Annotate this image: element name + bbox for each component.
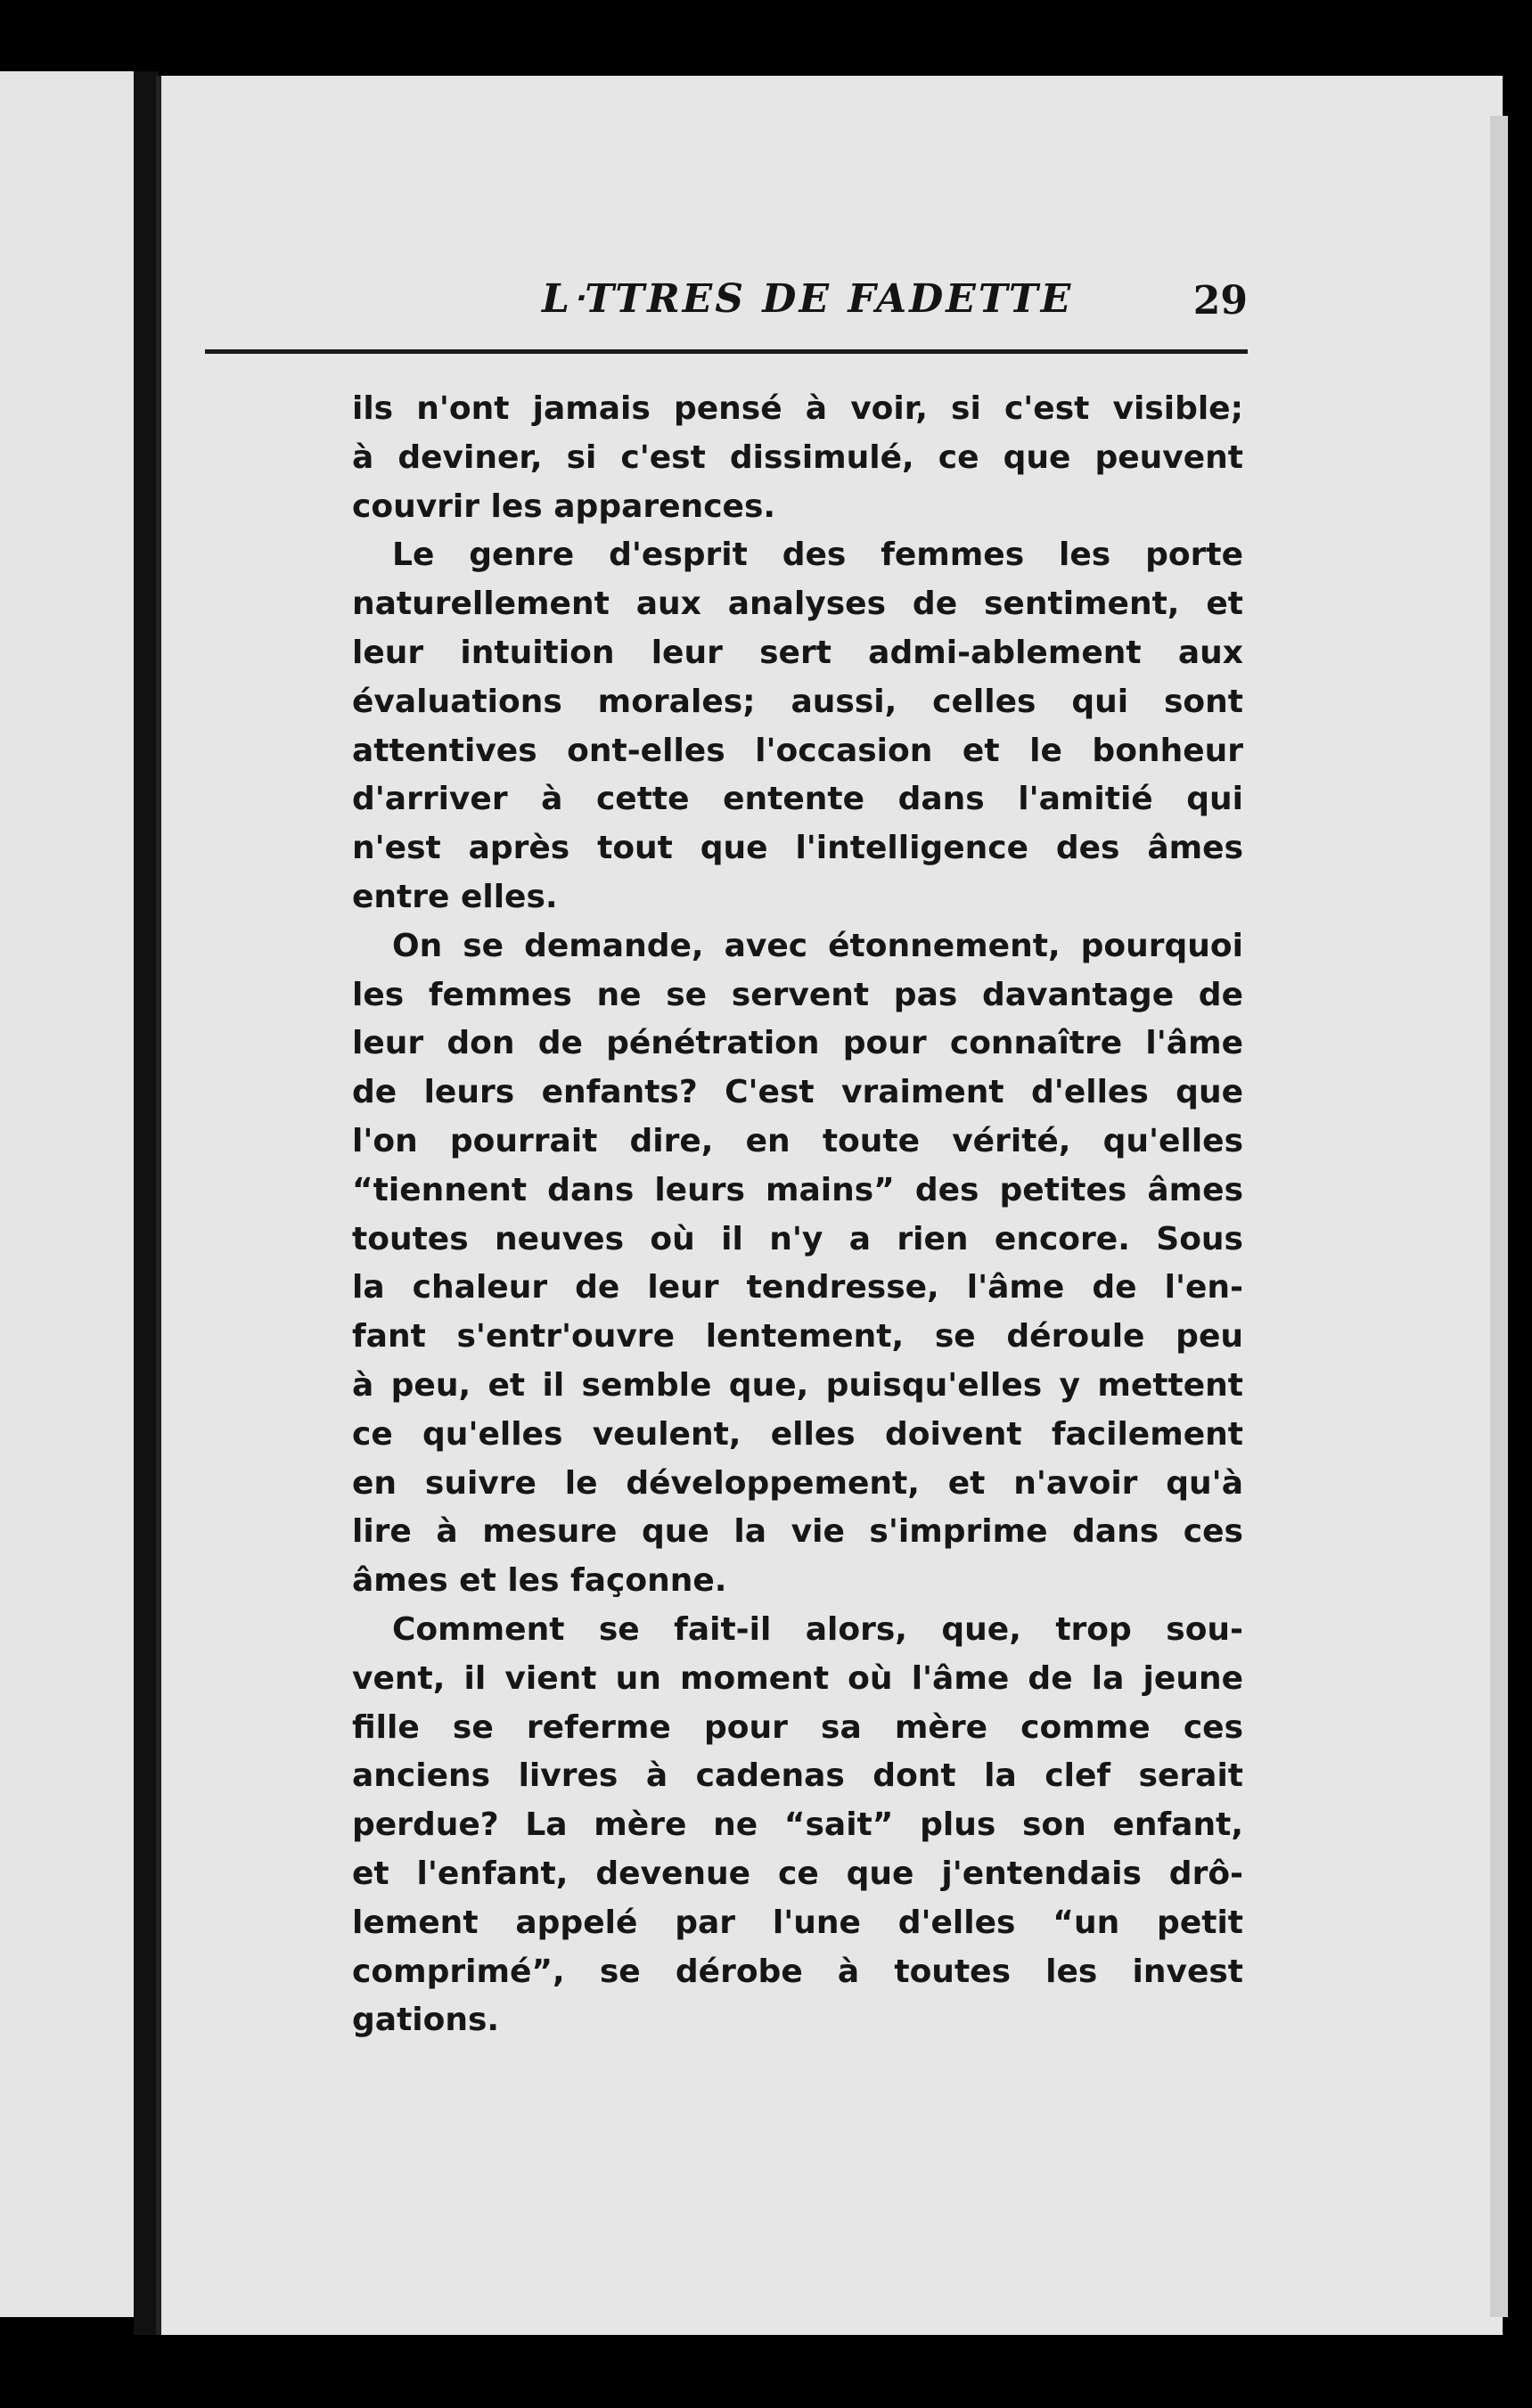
running-head [205, 276, 1248, 348]
text-line: anciens livres à cadenas dont la clef serait [352, 1757, 1243, 1795]
text-line: ce qu'elles veulent, elles doivent facilement [352, 1415, 1243, 1453]
binding-gutter [134, 71, 159, 2335]
text-line: leur don de pénétration pour connaître l'âme [352, 1025, 1243, 1062]
text-line: la chaleur de leur tendresse, l'âme de l'en- [352, 1269, 1243, 1306]
text-line: couvrir les apparences. [352, 487, 776, 525]
text-line: naturellement aux analyses de sentiment, et [352, 586, 1243, 623]
text-line: On se demande, avec étonnement, pourquoi [392, 927, 1243, 964]
text-line: n'est après tout que l'intelligence des âmes [352, 830, 1243, 867]
text-line: évaluations morales; aussi, celles qui sont [352, 683, 1243, 720]
text-line: attentives ont-elles l'occasion et le bonheur [352, 732, 1243, 769]
text-line: gations. [352, 2002, 500, 2039]
header-rule [205, 349, 1248, 354]
text-line: leur intuition leur sert admi-ablement aux [352, 634, 1243, 671]
text-line: à deviner, si c'est dissimulé, ce que peuvent [352, 438, 1243, 476]
text-line: lement appelé par l'une d'elles “un petit [352, 1904, 1243, 1941]
text-line: Le genre d'esprit des femmes les porte [392, 536, 1243, 574]
text-line: comprimé”, se dérobe à toutes les invest [352, 1953, 1243, 1990]
text-line: de leurs enfants? C'est vraiment d'elles que [352, 1074, 1243, 1111]
text-line: perdue? La mère ne “sait” plus son enfant, [352, 1806, 1243, 1844]
text-line: fant s'entr'ouvre lentement, se déroule peu [352, 1318, 1243, 1356]
text-line: l'on pourrait dire, en toute vérité, qu'elles [352, 1122, 1243, 1159]
text-line: fille se referme pour sa mère comme ces [352, 1708, 1243, 1746]
text-line: et l'enfant, devenue ce que j'entendais drô- [352, 1855, 1243, 1892]
text-line: en suivre le développement, et n'avoir qu'à [352, 1464, 1243, 1502]
text-line: âmes et les façonne. [352, 1562, 727, 1600]
page-edge-right [1490, 116, 1508, 2317]
running-title: LᐧTTRES DE FADETTE [542, 276, 1074, 322]
text-line: “tiennent dans leurs mains” des petites âmes [352, 1171, 1243, 1208]
text-line: d'arriver à cette entente dans l'amitié qui [352, 781, 1243, 818]
body-text [352, 385, 1243, 2045]
text-line: les femmes ne se servent pas davantage de [352, 976, 1243, 1013]
text-line: toutes neuves où il n'y a rien encore. Sous [352, 1220, 1243, 1257]
text-line: Comment se fait-il alors, que, trop sou- [392, 1610, 1243, 1648]
text-line: à peu, et il semble que, puisqu'elles y mettent [352, 1366, 1243, 1404]
text-line: vent, il vient un moment où l'âme de la jeune [352, 1659, 1243, 1697]
text-line: entre elles. [352, 878, 558, 915]
page-number: 29 [1192, 278, 1248, 324]
text-line: lire à mesure que la vie s'imprime dans ces [352, 1513, 1243, 1551]
facing-page-edge [0, 71, 134, 2317]
text-line: ils n'ont jamais pensé à voir, si c'est visible; [352, 390, 1243, 427]
